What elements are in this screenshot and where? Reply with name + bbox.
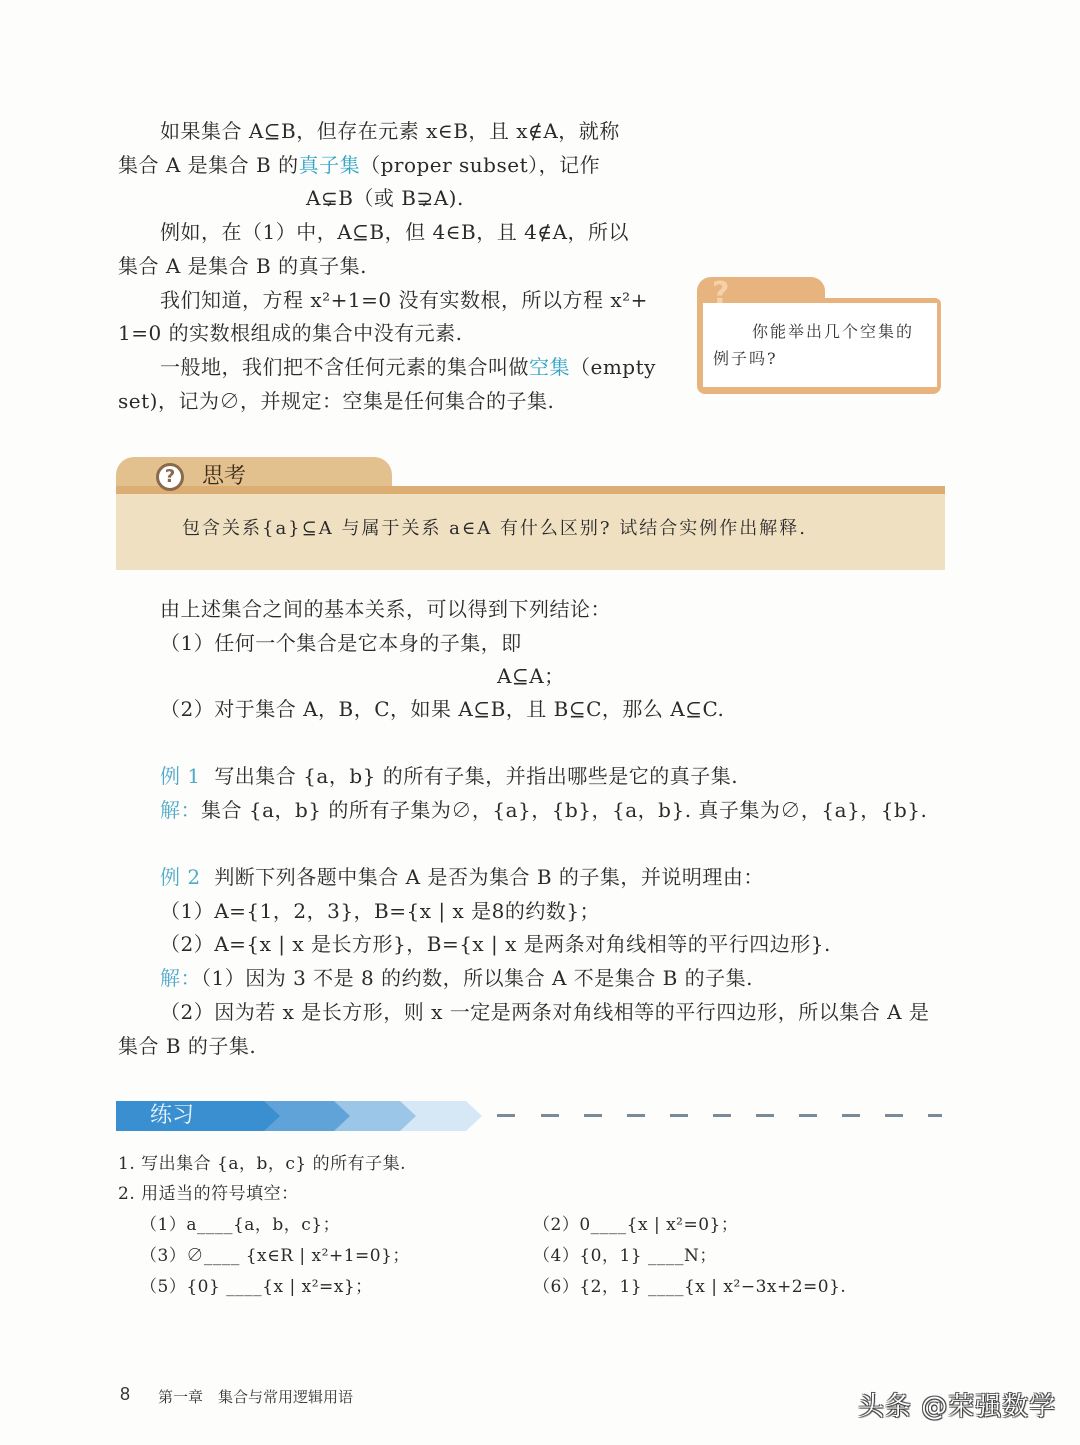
example-2-answer-2-line-2: 集合 B 的子集. [118, 1034, 257, 1058]
practice-chevron-1 [116, 1101, 280, 1131]
page-number: 8 [120, 1384, 131, 1404]
intro-line-2-pre: 集合 A 是集合 B 的 [118, 153, 299, 177]
dash [799, 1114, 817, 1117]
empty-def-post: （empty [570, 355, 656, 379]
dash [713, 1114, 731, 1117]
example-line-2: 集合 A 是集合 B 的真子集. [118, 254, 367, 278]
dash [627, 1114, 645, 1117]
think-title: 思考 [202, 464, 247, 489]
think-question: 包含关系{a}⊆A 与属于关系 a∈A 有什么区别? 试结合实例作出解释. [182, 518, 808, 539]
side-question-line-1: 你能举出几个空集的 [752, 322, 915, 341]
blank-5: （5）{0} ____{x | x²=x}； [140, 1277, 373, 1297]
dash [670, 1114, 688, 1117]
example-2-answer-1 [160, 961, 753, 995]
dash [928, 1114, 942, 1117]
dash [885, 1114, 903, 1117]
example-1-answer-label: 解： [160, 798, 201, 822]
example-2-answer-2-line-1: （2）因为若 x 是长方形，则 x 一定是两条对角线相等的平行四边形，所以集合 A 是 [160, 1000, 930, 1024]
blank-6: （6）{2，1} ____{x | x²−3x+2=0}. [533, 1277, 847, 1297]
question-mark-icon: ? [712, 276, 730, 311]
dash [497, 1114, 515, 1117]
example-2-item-2: （2）A={x | x 是长方形}，B={x | x 是两条对角线相等的平行四边形}. [160, 932, 831, 956]
empty-def-line-1 [160, 350, 656, 384]
conclusions-intro: 由上述集合之间的基本关系，可以得到下列结论： [160, 597, 611, 621]
intro-line-2-post: （proper subset），记作 [360, 153, 601, 177]
conclusion-1: （1）任何一个集合是它本身的子集，即 [160, 631, 522, 655]
dash [584, 1114, 602, 1117]
practice-title: 练习 [150, 1103, 195, 1128]
example-2-answer-1-text: （1）因为 3 不是 8 的约数，所以集合 A 不是集合 B 的子集. [201, 966, 754, 990]
watermark: 头条 @荣强数学 [858, 1392, 1057, 1422]
term-empty-set: 空集 [529, 355, 570, 379]
conclusion-2: （2）对于集合 A，B，C，如果 A⊆B，且 B⊆C，那么 A⊆C. [160, 697, 725, 721]
empty-line-1: 我们知道，方程 x²+1=0 没有实数根，所以方程 x²+ [160, 288, 648, 312]
example-1-label: 例 1 [160, 764, 201, 788]
empty-def-line-2: set)，记为∅，并规定：空集是任何集合的子集. [118, 389, 555, 413]
side-question-line-2: 例子吗? [713, 349, 778, 368]
intro-line-1: 如果集合 A⊆B，但存在元素 x∈B，且 x∉A，就称 [160, 119, 620, 143]
term-proper-subset: 真子集 [298, 153, 361, 177]
intro-line-2 [118, 148, 600, 182]
blank-4: （4）{0，1} ____N； [533, 1246, 717, 1266]
example-1-answer [160, 793, 927, 827]
example-2-text: 判断下列各题中集合 A 是否为集合 B 的子集，并说明理由： [214, 865, 764, 889]
conclusion-1-formula: A⊆A； [497, 664, 565, 688]
blank-1: （1）a____{a，b，c}； [140, 1215, 341, 1235]
blank-2: （2）0____{x | x²=0}； [533, 1215, 739, 1235]
example-2-label: 例 2 [160, 865, 201, 889]
example-1-answer-text: 集合 {a，b} 的所有子集为∅，{a}，{b}，{a，b}. 真子集为∅，{a}，{b}. [201, 798, 928, 822]
practice-q2: 2. 用适当的符号填空： [118, 1184, 299, 1204]
side-question-inner [703, 303, 937, 387]
example-2-question [160, 860, 764, 894]
dash [842, 1114, 860, 1117]
dash [756, 1114, 774, 1117]
example-1-question [160, 759, 738, 793]
example-1-text: 写出集合 {a，b} 的所有子集，并指出哪些是它的真子集. [214, 764, 739, 788]
dash [541, 1114, 559, 1117]
empty-def-pre: 一般地，我们把不含任何元素的集合叫做 [160, 355, 529, 379]
example-line-1: 例如，在（1）中，A⊆B，但 4∈B，且 4∉A，所以 [160, 220, 630, 244]
practice-q1: 1. 写出集合 {a，b，c} 的所有子集. [118, 1154, 407, 1174]
question-circle-icon: ? [156, 463, 184, 491]
chapter-title: 第一章 集合与常用逻辑用语 [158, 1388, 354, 1406]
empty-line-2: 1=0 的实数根组成的集合中没有元素. [118, 321, 463, 345]
blank-3: （3）∅____ {x∈R | x²+1=0}； [140, 1246, 410, 1266]
example-2-item-1: （1）A={1，2，3}，B={x | x 是8的约数}； [160, 899, 601, 923]
proper-subset-formula: A⊊B（或 B⊋A). [306, 186, 464, 210]
example-2-answer-label: 解： [160, 966, 201, 990]
